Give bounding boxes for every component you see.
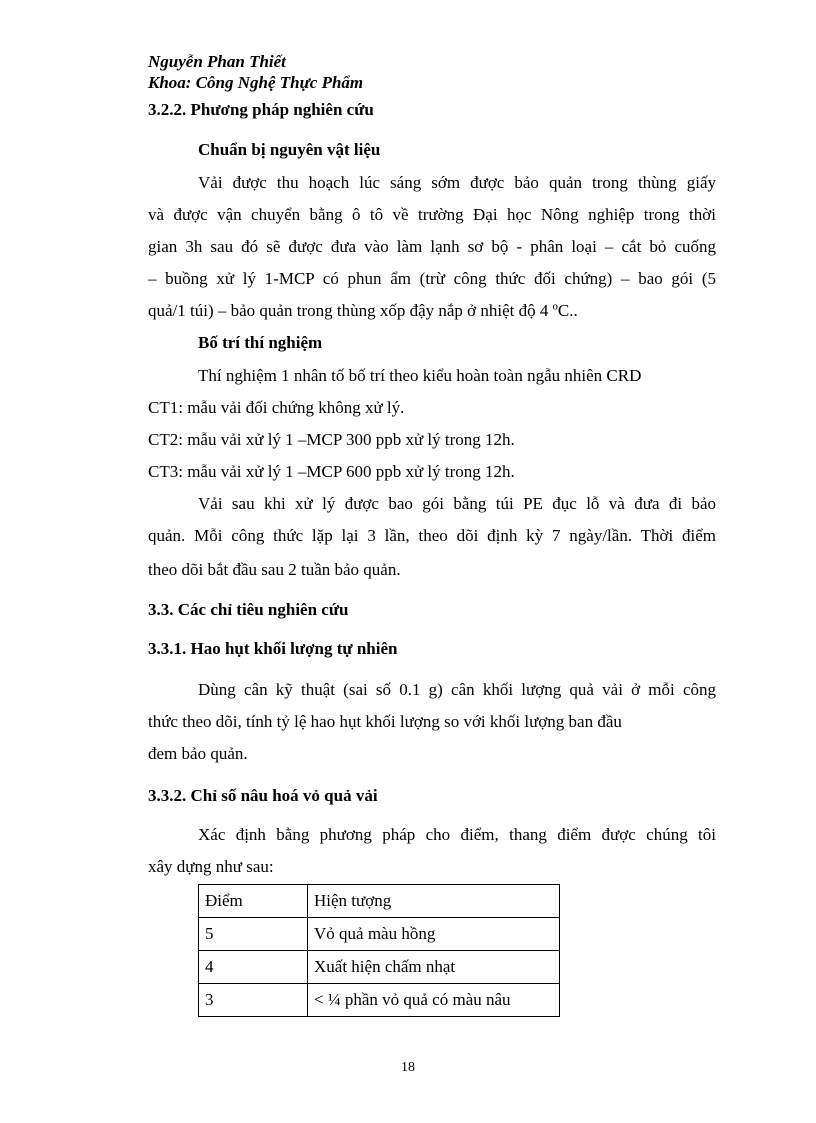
table-cell-score: 4 bbox=[199, 951, 308, 984]
section-heading-3-3: 3.3. Các chỉ tiêu nghiên cứu bbox=[148, 600, 349, 619]
author-name: Nguyễn Phan Thiết bbox=[148, 52, 286, 71]
paragraph-line: gian 3h sau đó sẽ được đưa vào làm lạnh sơ bộ - phân loại – cắt bỏ cuống bbox=[148, 237, 716, 256]
paragraph-line: Thí nghiệm 1 nhân tố bố trí theo kiểu hoàn toàn ngẫu nhiên CRD bbox=[198, 366, 642, 385]
paragraph-line: – buồng xử lý 1-MCP có phun ẩm (trừ công thức đối chứng) – bao gói (5 bbox=[148, 269, 716, 288]
table-header-score: Điểm bbox=[199, 885, 308, 918]
table-header-row bbox=[199, 885, 560, 918]
paragraph-line: thức theo dõi, tính tỷ lệ hao hụt khối lượng so với khối lượng ban đầu bbox=[148, 712, 622, 731]
table-cell-phenomenon: < ¼ phần vỏ quả có màu nâu bbox=[308, 984, 560, 1017]
section-heading-3-3-1: 3.3.1. Hao hụt khối lượng tự nhiên bbox=[148, 639, 398, 658]
paragraph-line: theo dõi bắt đầu sau 2 tuần bảo quản. bbox=[148, 560, 401, 579]
page-number: 18 bbox=[401, 1060, 415, 1075]
paragraph-line: Dùng cân kỹ thuật (sai số 0.1 g) cân khối lượng quả vải ở mỗi công bbox=[198, 680, 716, 699]
section-heading-3-2-2: 3.2.2. Phương pháp nghiên cứu bbox=[148, 100, 374, 119]
table-row bbox=[199, 984, 560, 1017]
table-row bbox=[199, 951, 560, 984]
subheading-experiment-design: Bố trí thí nghiệm bbox=[198, 333, 323, 352]
paragraph-line: Vải sau khi xử lý được bao gói bằng túi PE đục lỗ và đưa đi bảo bbox=[198, 494, 716, 513]
table-header-phenomenon: Hiện tượng bbox=[308, 885, 560, 918]
treatment-item: CT3: mẫu vải xử lý 1 –MCP 600 ppb xử lý trong 12h. bbox=[148, 462, 515, 481]
paragraph-line: quả/1 túi) – bảo quản trong thùng xốp đậy nắp ở nhiệt độ 4 ºC.. bbox=[148, 301, 578, 320]
section-heading-3-3-2: 3.3.2. Chỉ số nâu hoá vỏ quả vải bbox=[148, 786, 378, 805]
table-row bbox=[199, 918, 560, 951]
paragraph-line: xây dựng như sau: bbox=[148, 857, 274, 876]
paragraph-line: đem bảo quản. bbox=[148, 744, 248, 763]
treatment-item: CT1: mẫu vải đối chứng không xử lý. bbox=[148, 398, 405, 417]
paragraph-line: Vải được thu hoạch lúc sáng sớm được bảo quản trong thùng giấy bbox=[198, 173, 716, 192]
paragraph-line: và được vận chuyển bằng ô tô về trường Đại học Nông nghiệp trong thời bbox=[148, 205, 716, 224]
table-cell-score: 3 bbox=[199, 984, 308, 1017]
treatment-item: CT2: mẫu vải xử lý 1 –MCP 300 ppb xử lý trong 12h. bbox=[148, 430, 515, 449]
paragraph-line: quản. Mỗi công thức lặp lại 3 lần, theo dõi định kỳ 7 ngày/lần. Thời điểm bbox=[148, 526, 716, 545]
browning-scale-table bbox=[198, 884, 560, 1017]
table-cell-score: 5 bbox=[199, 918, 308, 951]
faculty-name: Khoa: Công Nghệ Thực Phẩm bbox=[148, 73, 364, 92]
subheading-preparation: Chuẩn bị nguyên vật liệu bbox=[198, 140, 381, 159]
table-cell-phenomenon: Xuất hiện chấm nhạt bbox=[308, 951, 560, 984]
paragraph-line: Xác định bằng phương pháp cho điểm, thang điểm được chúng tôi bbox=[198, 825, 716, 844]
table-cell-phenomenon: Vỏ quả màu hồng bbox=[308, 918, 560, 951]
